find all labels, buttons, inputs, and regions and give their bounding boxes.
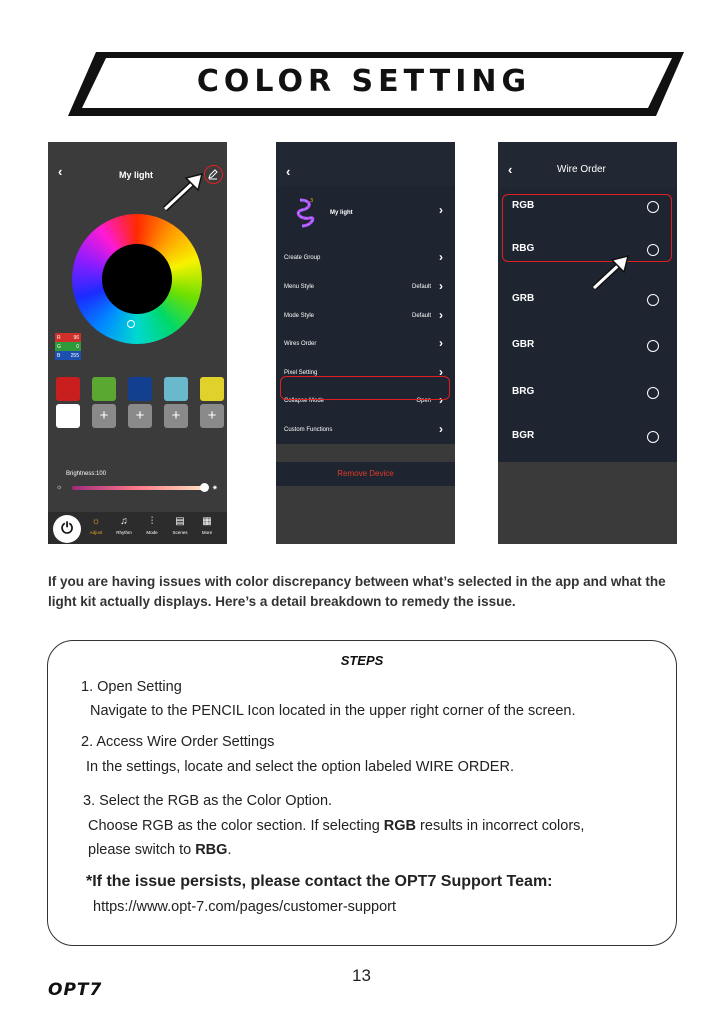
tab-more[interactable] — [195, 516, 219, 535]
chevron-right-icon: › — [439, 422, 443, 436]
add-color-button[interactable]: + — [164, 404, 188, 428]
settings-item-wires-order[interactable] — [284, 334, 447, 356]
remove-device-button[interactable]: Remove Device — [276, 462, 455, 486]
green-label: G — [57, 343, 61, 350]
brightness-label: Brightness:100 — [66, 471, 107, 477]
opt7-logo: OPT7 — [48, 980, 103, 1000]
wire-order-title: Wire Order — [557, 164, 606, 175]
wire-order-option-brg[interactable] — [498, 380, 677, 404]
page-number: 13 — [352, 966, 371, 985]
tab-adjust[interactable] — [84, 516, 108, 535]
radio-button[interactable] — [647, 294, 659, 306]
chevron-right-icon: › — [439, 250, 443, 264]
settings-item-label: Custom Functions — [284, 427, 333, 433]
chevron-right-icon: › — [439, 365, 443, 379]
red-value: 96 — [73, 334, 79, 341]
settings-item-custom-functions[interactable] — [284, 420, 447, 442]
mode-icon: ⫶ — [150, 516, 154, 527]
tab-label: More — [201, 530, 213, 535]
settings-item-mode-style[interactable] — [284, 306, 447, 328]
sun-small-icon: ☼ — [56, 484, 63, 491]
settings-header — [276, 142, 455, 186]
wire-order-header — [498, 142, 677, 188]
chevron-right-icon: › — [439, 336, 443, 350]
color-swatch[interactable] — [128, 377, 152, 401]
settings-item-label: Menu Style — [284, 284, 315, 290]
bottom-tab-bar — [48, 512, 227, 544]
tab-label: Rhythm — [116, 530, 132, 535]
settings-item-create-group[interactable] — [284, 248, 447, 270]
wire-order-label: RBG — [512, 243, 535, 254]
color-wheel-knob[interactable] — [127, 320, 135, 328]
step3-body-line2: please switch to RBG. — [88, 842, 232, 858]
settings-item-value: Default — [411, 284, 431, 290]
steps-box — [47, 640, 677, 946]
adjust-icon: ☼ — [91, 516, 101, 527]
step3-heading: 3. Select the RGB as the Color Option. — [83, 793, 333, 809]
radio-button[interactable] — [647, 387, 659, 399]
back-icon[interactable]: ‹ — [508, 162, 513, 177]
settings-screen — [276, 142, 455, 544]
tab-mode[interactable] — [140, 516, 164, 535]
color-swatch[interactable] — [164, 377, 188, 401]
add-color-button[interactable]: + — [92, 404, 116, 428]
chevron-right-icon: › — [439, 203, 443, 217]
green-value-box[interactable] — [55, 342, 81, 351]
step2-body: In the settings, locate and select the option labeled WIRE ORDER. — [86, 759, 514, 775]
blue-value-box[interactable] — [55, 351, 81, 360]
settings-item-label: Wires Order — [284, 341, 317, 347]
step1-heading: 1. Open Setting — [81, 679, 182, 695]
back-icon[interactable]: ‹ — [58, 164, 63, 179]
radio-button[interactable] — [647, 340, 659, 352]
arrow-to-pencil-icon — [160, 170, 206, 214]
chevron-right-icon: › — [439, 279, 443, 293]
color-swatch[interactable] — [92, 377, 116, 401]
pencil-highlight-circle — [204, 165, 223, 184]
tab-label: Adjust — [89, 530, 103, 535]
svg-text:3: 3 — [310, 198, 314, 204]
device-row[interactable] — [276, 192, 455, 232]
step1-body: Navigate to the PENCIL Icon located in the upper right corner of the screen. — [90, 703, 576, 719]
settings-item-menu-style[interactable] — [284, 277, 447, 299]
tab-label: Mode — [146, 530, 158, 535]
tab-rhythm[interactable] — [112, 516, 136, 535]
wire-order-label: RGB — [512, 200, 535, 211]
blue-value: 255 — [70, 352, 79, 359]
wires-order-highlight — [280, 376, 450, 400]
wire-order-label: BRG — [512, 386, 535, 397]
settings-item-value: Open — [416, 398, 431, 404]
add-color-button[interactable]: + — [200, 404, 224, 428]
intro-paragraph: If you are having issues with color discrepancy between what’s selected in the app and what the light kit actually displays. Here’s a detail breakdown to remedy the issue. — [48, 574, 666, 609]
wire-order-label: GRB — [512, 293, 535, 304]
blue-label: B — [57, 352, 61, 359]
settings-item-label: Mode Style — [284, 313, 315, 319]
rhythm-icon: ♫ — [120, 516, 128, 527]
wire-order-option-rgb[interactable] — [498, 194, 677, 218]
wire-order-option-rbg[interactable] — [498, 237, 677, 261]
arrow-to-rbg-icon — [590, 252, 632, 292]
color-swatch[interactable] — [56, 377, 80, 401]
more-icon: ▦ — [202, 516, 212, 527]
wire-order-option-grb[interactable] — [498, 287, 677, 311]
wire-order-option-gbr[interactable] — [498, 333, 677, 357]
support-link[interactable]: https://www.opt-7.com/pages/customer-support — [93, 899, 397, 915]
settings-item-value: Default — [411, 313, 431, 319]
title-banner — [44, 50, 684, 120]
color-wheel[interactable] — [72, 214, 202, 344]
scenes-icon: ▤ — [175, 516, 185, 527]
red-value-box[interactable] — [55, 333, 81, 342]
sun-large-icon: ✷ — [212, 485, 218, 492]
wire-order-screen — [498, 142, 677, 544]
wire-order-label: BGR — [512, 430, 535, 441]
green-value: 0 — [76, 343, 79, 350]
add-color-button[interactable]: + — [128, 404, 152, 428]
light-strip-icon — [296, 196, 316, 230]
chevron-right-icon: › — [439, 393, 443, 407]
radio-button[interactable] — [647, 244, 659, 256]
device-title: My light — [119, 170, 153, 180]
settings-list — [276, 186, 455, 444]
settings-item-label: Create Group — [284, 255, 321, 261]
settings-item-label: Pixel Setting — [284, 370, 318, 376]
step3-body-line1: Choose RGB as the color section. If selecting RGB results in incorrect colors, — [88, 818, 585, 834]
wire-order-option-bgr[interactable] — [498, 424, 677, 448]
steps-title: STEPS — [340, 653, 384, 668]
tab-label: Scenes — [172, 530, 188, 535]
device-name: My light — [330, 210, 353, 216]
settings-item-label: Collapse Mode — [284, 398, 325, 404]
back-icon[interactable]: ‹ — [286, 164, 291, 179]
radio-button[interactable] — [647, 201, 659, 213]
radio-button[interactable] — [647, 431, 659, 443]
red-label: R — [57, 334, 61, 341]
chevron-right-icon: › — [439, 308, 443, 322]
step2-heading: 2. Access Wire Order Settings — [81, 734, 275, 750]
color-swatch[interactable] — [56, 404, 80, 428]
color-swatch[interactable] — [200, 377, 224, 401]
brightness-slider[interactable] — [72, 486, 204, 490]
page-title: COLOR SETTING — [196, 64, 532, 99]
power-button[interactable]: ⏻ — [53, 515, 81, 543]
support-note: *If the issue persists, please contact the OPT7 Support Team: — [86, 873, 553, 890]
brightness-slider-knob[interactable] — [200, 483, 209, 492]
wire-order-label: GBR — [512, 339, 535, 350]
tab-scenes[interactable] — [168, 516, 192, 535]
color-preview — [102, 244, 172, 314]
